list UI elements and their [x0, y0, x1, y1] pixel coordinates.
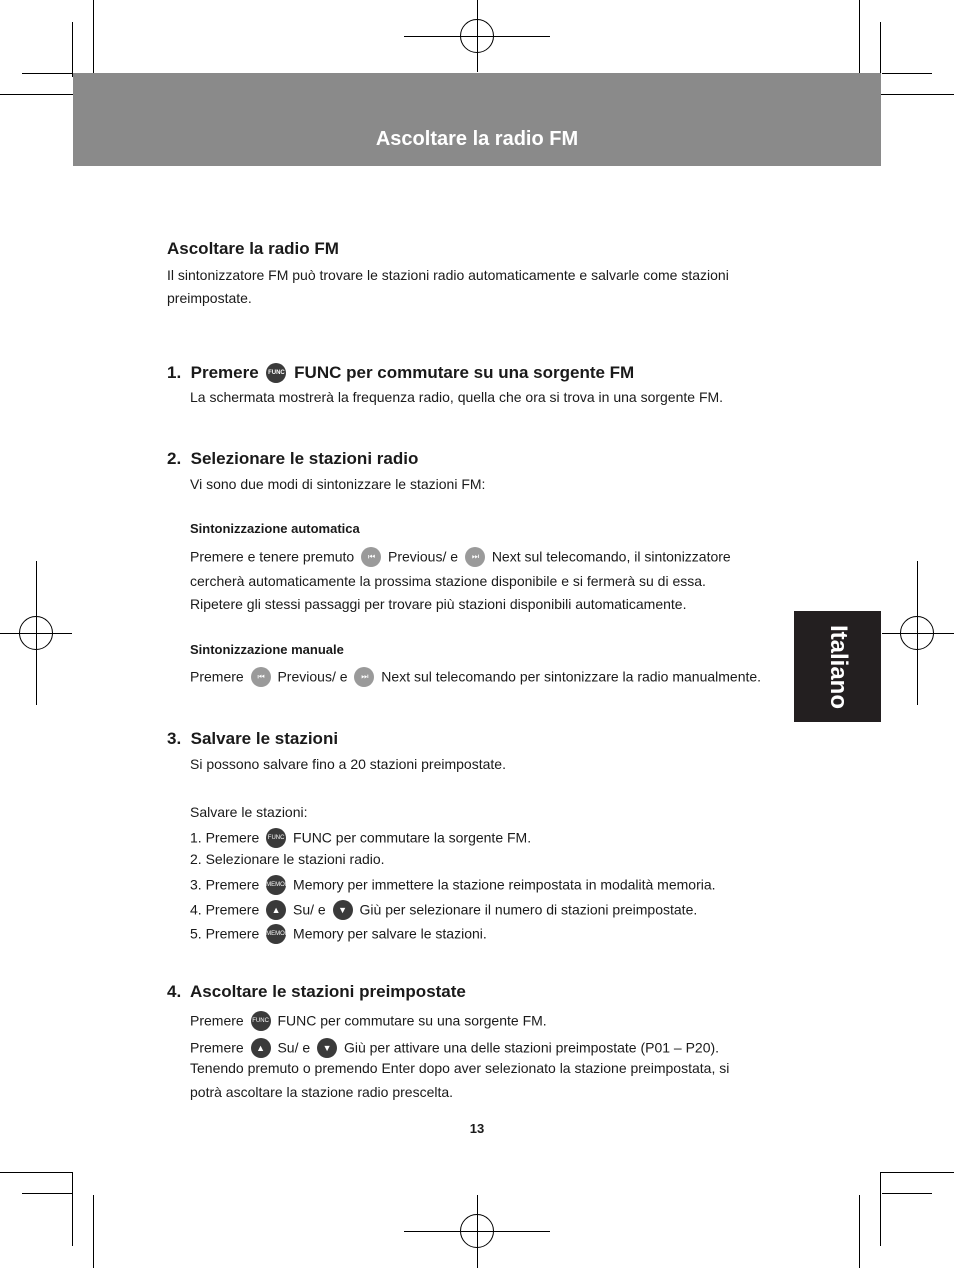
auto-tuning-line: Premere e tenere premuto ⏮ Previous/ e ⏭ Next sul telecomando, il sintonizzatore	[190, 548, 731, 568]
manual-tuning-title: Sintonizzazione manuale	[190, 642, 344, 657]
step-4-line: potrà ascoltare la stazione radio prescelta.	[190, 1084, 454, 1100]
step-1-description: La schermata mostrerà la frequenza radio, quella che ora si trova in una sorgente FM.	[190, 389, 724, 405]
substep: 2. Selezionare le stazioni radio.	[190, 851, 385, 867]
step-3-heading: 3. Salvare le stazioni	[167, 729, 339, 748]
step-3-description: Si possono salvare fino a 20 stazioni preimpostate.	[190, 756, 506, 772]
up-arrow-icon: ▲	[266, 900, 286, 920]
auto-tuning-title: Sintonizzazione automatica	[190, 521, 360, 536]
step-2-heading: 2. Selezionare le stazioni radio	[167, 449, 419, 468]
step-3-intro: Salvare le stazioni:	[190, 804, 308, 820]
previous-icon: ⏮	[251, 667, 271, 687]
section-heading: Ascoltare la radio FM	[167, 239, 339, 258]
substep: 4. Premere ▲ Su/ e ▼ Giù per selezionare il numero di stazioni preimpostate.	[190, 901, 697, 921]
up-arrow-icon: ▲	[251, 1038, 271, 1058]
language-tab	[794, 611, 881, 722]
page-title: Ascoltare la radio FM	[375, 128, 579, 150]
substep: 3. Premere MEMORY Memory per immettere la stazione reimpostata in modalità memoria.	[190, 876, 716, 896]
step-2-description: Vi sono due modi di sintonizzare le stazioni FM:	[190, 476, 486, 492]
step-4-line: Tenendo premuto o premendo Enter dopo aver selezionato la stazione preimpostata, si	[190, 1060, 730, 1076]
down-arrow-icon: ▼	[333, 900, 353, 920]
intro-line: preimpostate.	[167, 290, 252, 306]
memory-button-icon: MEMORY	[266, 875, 286, 895]
substep: 1. Premere FUNC FUNC per commutare la sorgente FM.	[190, 829, 531, 849]
next-icon: ⏭	[354, 667, 374, 687]
previous-icon: ⏮	[361, 547, 381, 567]
page-number: 13	[469, 1121, 485, 1136]
auto-tuning-line: Ripetere gli stessi passaggi per trovare più stazioni disponibili automaticamente.	[190, 596, 687, 612]
step-4-heading: 4. Ascoltare le stazioni preimpostate	[167, 982, 466, 1001]
intro-line: Il sintonizzatore FM può trovare le stazioni radio automaticamente e salvarle come stazioni	[167, 267, 729, 283]
header-banner	[73, 73, 881, 166]
language-tab-label: Italiano	[824, 624, 852, 709]
func-button-icon: FUNC	[266, 363, 286, 383]
manual-tuning-line: Premere ⏮ Previous/ e ⏭ Next sul telecomando per sintonizzare la radio manualmente.	[190, 668, 761, 688]
next-icon: ⏭	[465, 547, 485, 567]
func-button-icon: FUNC	[251, 1011, 271, 1031]
step-1-heading: 1. Premere FUNC FUNC per commutare su una sorgente FM	[167, 363, 635, 382]
step-4-line: Premere ▲ Su/ e ▼ Giù per attivare una delle stazioni preimpostate (P01 – P20).	[190, 1039, 719, 1059]
step-4-line: Premere FUNC FUNC per commutare su una sorgente FM.	[190, 1012, 547, 1032]
auto-tuning-line: cercherà automaticamente la prossima stazione disponibile e si fermerà su di essa.	[190, 573, 706, 589]
func-button-icon: FUNC	[266, 828, 286, 848]
memory-button-icon: MEMORY	[266, 924, 286, 944]
substep: 5. Premere MEMORY Memory per salvare le stazioni.	[190, 925, 487, 945]
down-arrow-icon: ▼	[317, 1038, 337, 1058]
